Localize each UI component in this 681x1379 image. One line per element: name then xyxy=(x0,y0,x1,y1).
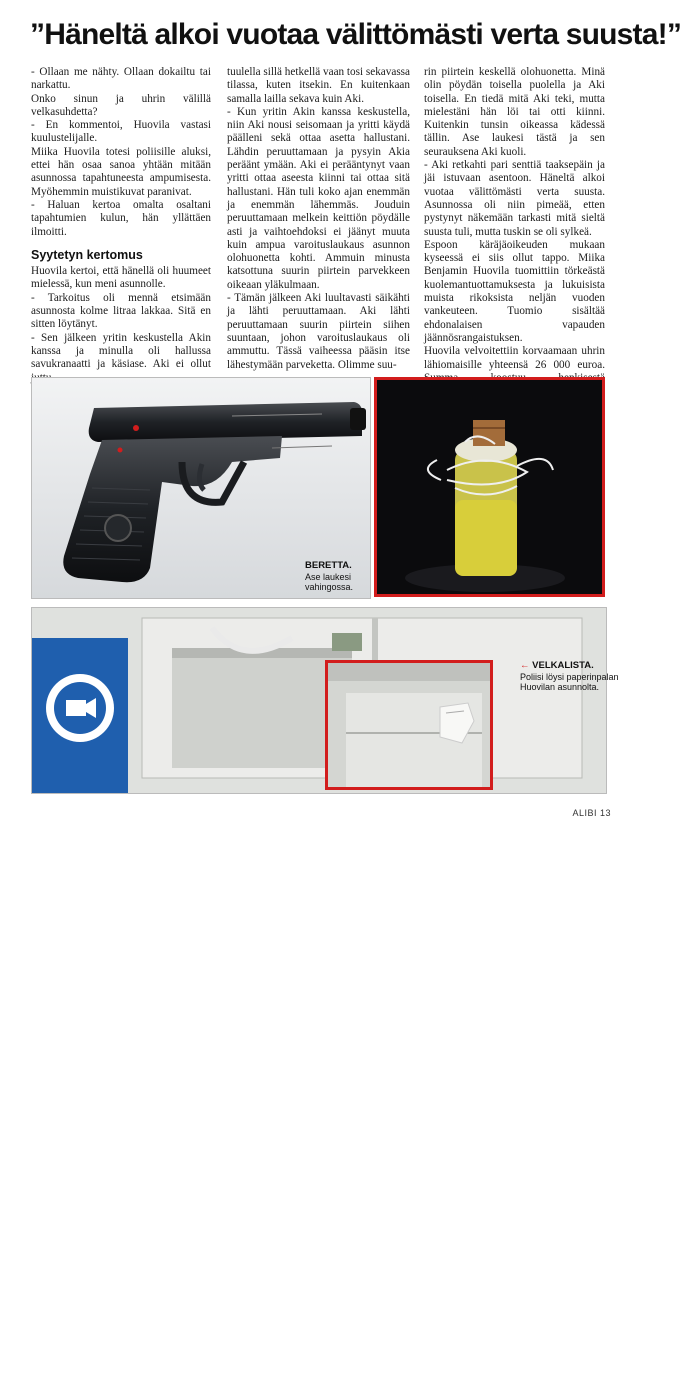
paragraph: Huovila kertoi, että hänellä oli huumeet mielessä, kun meni asunnolle. xyxy=(31,265,211,291)
sign-label: Alueella xyxy=(89,1368,128,1379)
locker-icon xyxy=(32,608,606,793)
arrow-left-icon: ← xyxy=(520,660,530,671)
paper-note-icon xyxy=(328,663,490,787)
paragraph: Espoon käräjäoikeuden mukaan kyseessä ei siis ollut tappo. Miika Benjamin Huovila tuomittiin törkeästä kuolemantuottamuksesta ja lukuisista muista rikoksista neljän vuoden vankeuteen. Tuomio sisältää ehdonalaisen vapauden jäännösrangaistuksen. xyxy=(424,238,605,344)
text-column-3 xyxy=(424,66,605,398)
headline: ”Häneltä alkoi vuotaa välittömästi verta suusta!” xyxy=(30,18,681,51)
caption-paper-note xyxy=(520,660,630,693)
caption-text: Poliisi löysi paperinpalan Huovilan asunnolta. xyxy=(520,671,619,692)
paragraph: - Tarkoitus oli mennä etsimään asunnosta kolme litraa lakkaa. Sitä en sitten löytänyt. xyxy=(31,291,211,331)
paper-note-photo xyxy=(325,660,493,790)
caption-text: Ase laukesi vahingossa. xyxy=(305,571,354,592)
section-subheading: Syytetyn kertomus xyxy=(31,247,143,262)
paragraph: Miika Huovila totesi poliisille aluksi, ettei hän osaa sanoa yhtään mitään asunnossa tapahtuneesta ampumisesta. Myöhemmin muistikuvat paranivat. xyxy=(31,145,211,198)
caption-title: VELKALISTA. xyxy=(532,660,594,671)
page-number: ALIBI 13 xyxy=(572,808,611,818)
caption-pistol xyxy=(305,560,375,593)
caption-title: BERETTA. xyxy=(305,560,352,571)
paragraph-text: Huovila velvoitettiin korvaamaan uhrin lähiomaisille yhteensä 26 000 euroa. xyxy=(424,345,605,371)
paragraph: - Kun yritin Akin kanssa keskustella, niin Aki nousi seisomaan ja yritti käydä päälleni sekä ottaa asetta hallustani. Lähdin peruuttamaan ja pysyin Akia peräänt ymään. Aki ei perääntynyt vaan yritti ottaa aseesta kiinni tai ottaa sitä hallustani. Hän tuli koko ajan enemmän ja enemmän lähemmäs. Jouduin peruuttamaan melkein keittiön pöydälle asti ja vaihtoehdoksi ei jäänyt muuta kuin ampua varoituslaukaus asunnon olohuonetta kohti. Ammuin minusta katsottuna suurin piirtein parvekkeen oikeaan yläkulmaan. xyxy=(227,105,410,291)
smoke-grenade-icon xyxy=(377,380,602,594)
smoke-grenade-photo xyxy=(374,377,605,597)
paragraph: - Ollaan me nähty. Ollaan dokailtu tai narkattu. xyxy=(31,66,211,92)
paragraph: - Tämän jälkeen Aki luultavasti säikähti ja lähti peruuttamaan. Aki lähti peruuttamaan suurin piirtein siihen suuntaan, johon varoituslaukaus oli ammuttu. Tässä vaiheessa pääsin itse lähestymään parveketta. Olimme suu- xyxy=(227,292,410,371)
paragraph: tuulella sillä hetkellä vaan tosi sekavassa tilassa, kuten itsekin. En kuitenkaan samalla lailla sekava kuin Aki. xyxy=(227,66,410,105)
paragraph: - Sen jälkeen yritin keskustella Akin kanssa ja minulla oli hallussa savukranaatti ja käsiase. Aki ei ollut xyxy=(31,331,211,371)
paragraph: - En kommentoi, Huovila vastasi kuulustelijalle. xyxy=(31,119,211,145)
text-column-1 xyxy=(31,66,211,385)
paragraph: - Aki retkahti pari senttiä taaksepäin ja jäi istuvaan asentoon. Häneltä alkoi vuotaa välittömästi verta suusta. Asunnossa oli niin pimeää, etten pystynyt näkemään tarkasti mitä sieltä suusta tuli, mutta tuskin se oli sylkeä. xyxy=(424,159,605,238)
paragraph: rin piirtein keskellä olohuonetta. Minä olin pöydän toisella puolella ja Aki toisella. En tiedä mitä Aki teki, mutta mielestäni hän löi tai otti kiinni. Kuitenkin tunsin oikeassa kädessä tällin. Ase laukesi tästä ja sen seurauksena Aki kuoli. xyxy=(424,66,605,158)
text-column-2 xyxy=(227,66,410,372)
paragraph: Onko sinun ja uhrin välillä velkasuhdetta? xyxy=(31,92,211,118)
paragraph: - Haluan kertoa omalta osaltani tapahtumien kulun, hän yllättäen ilmoitti. xyxy=(31,198,211,238)
